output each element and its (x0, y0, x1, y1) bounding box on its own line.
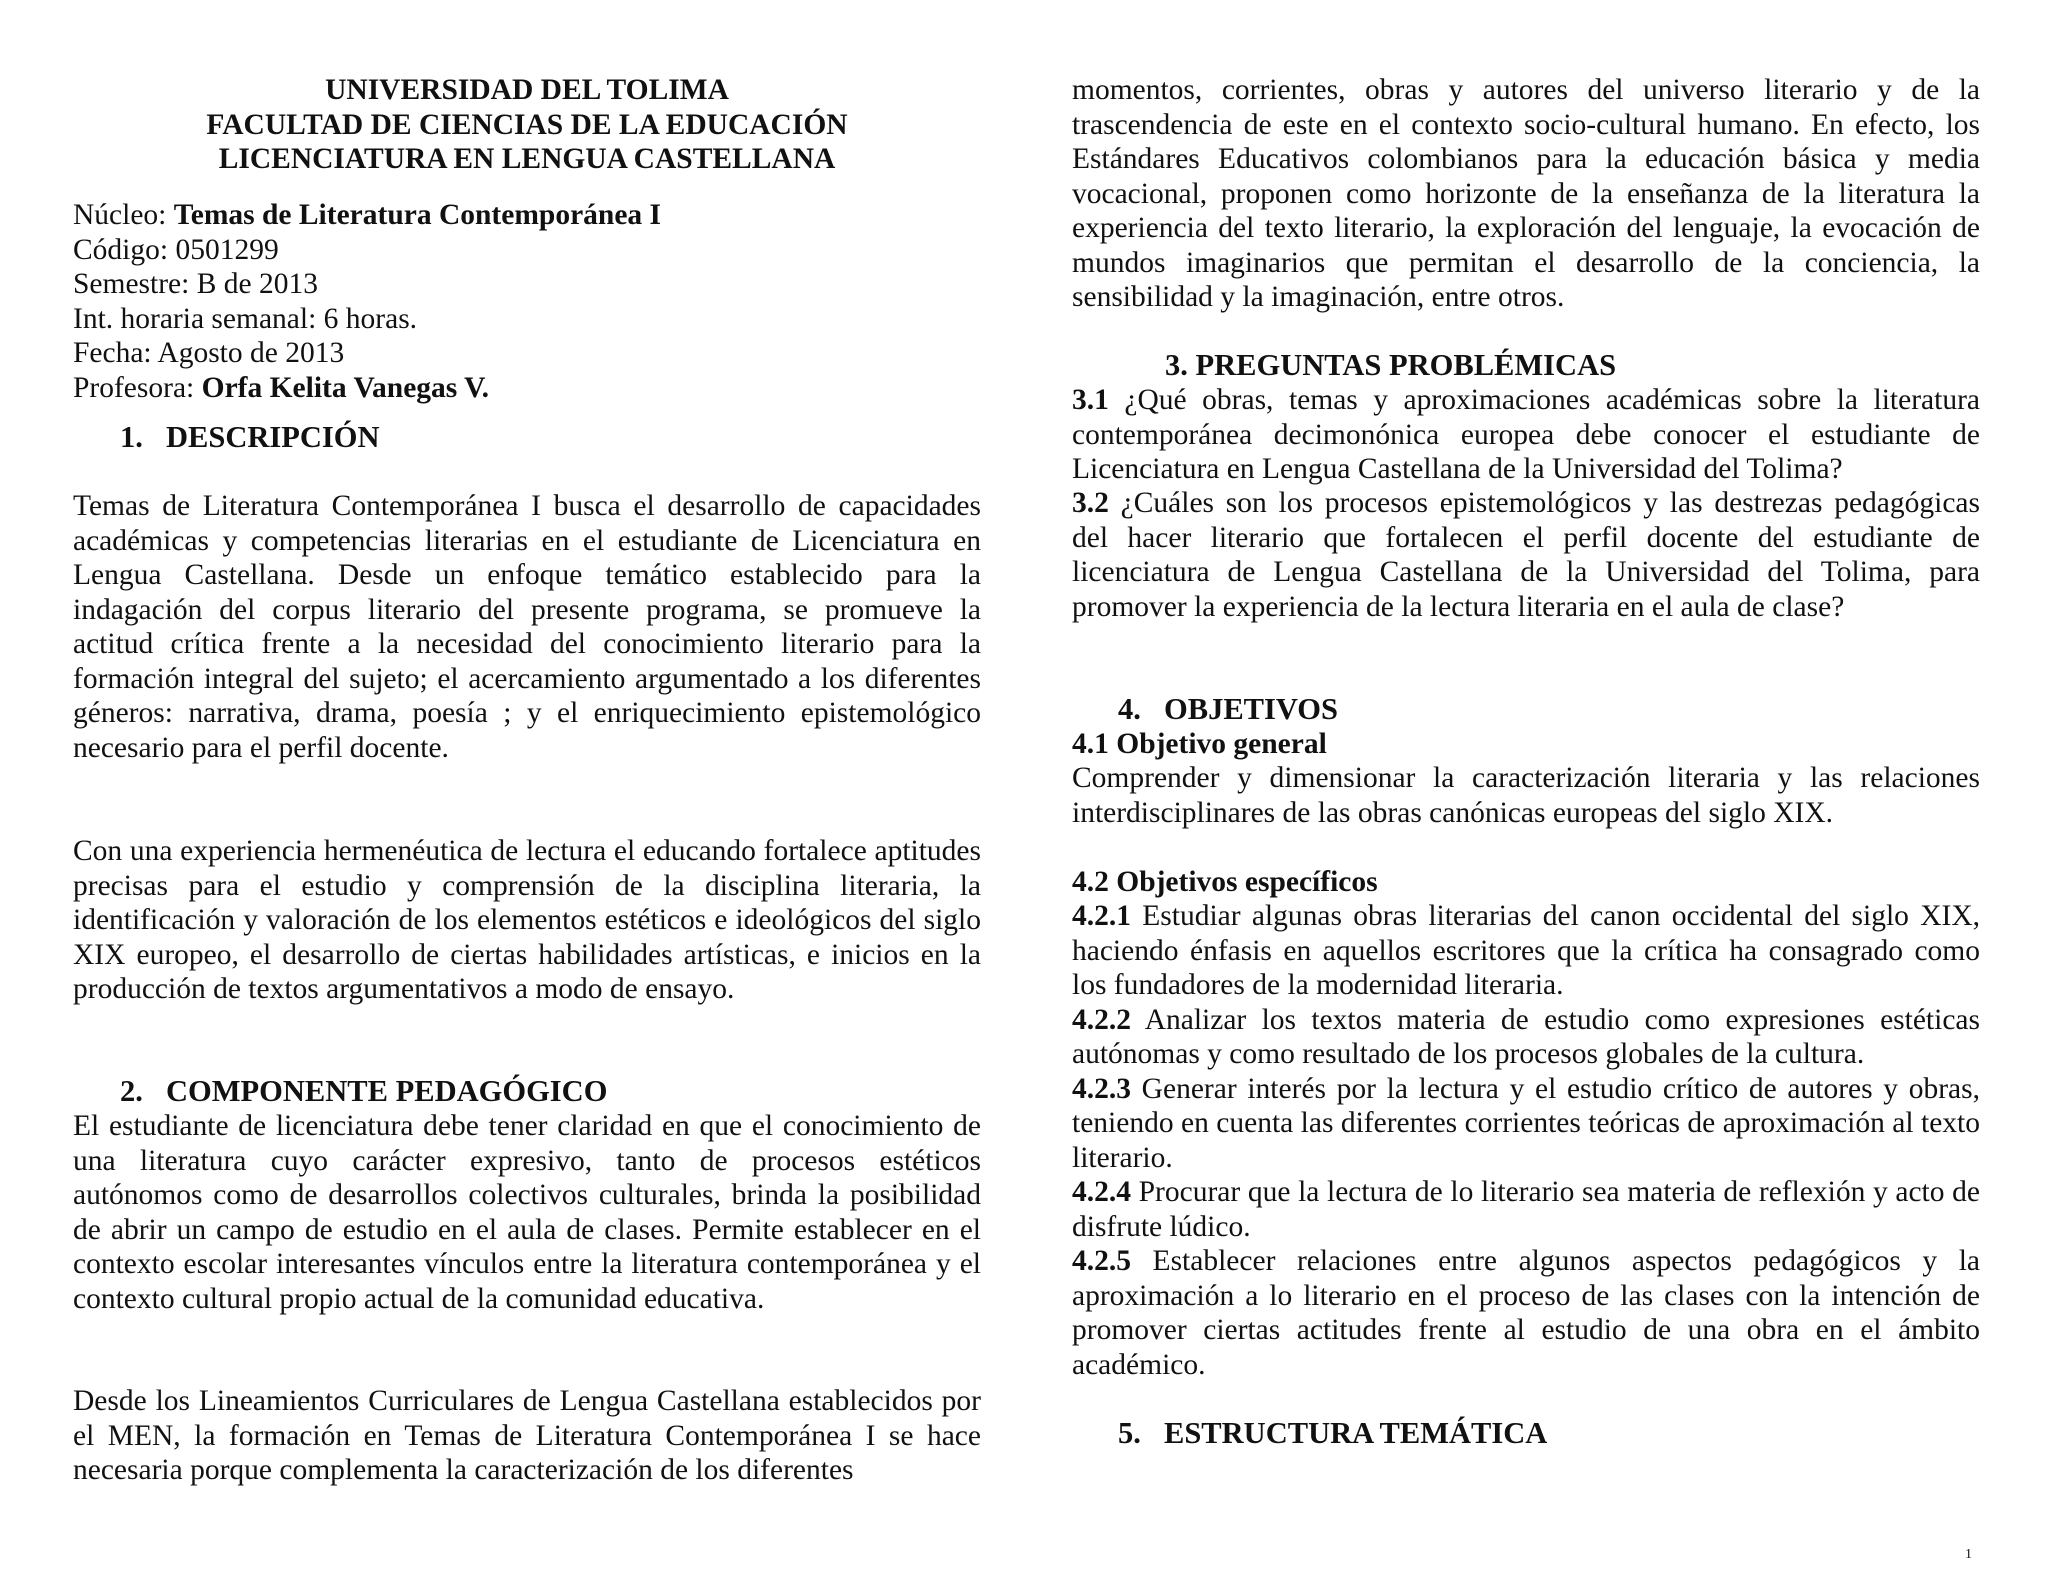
objective-4-2-4: 4.2.4 Procurar que la lectura de lo literario sea materia de reflexión y acto de disfrute lúdico. (1072, 1176, 1980, 1243)
meta-nucleo: Núcleo: Temas de Literatura Contemporánea I (73, 199, 662, 231)
section-5-heading: 5. ESTRUCTURA TEMÁTICA (1118, 1416, 1548, 1450)
section-2-heading: 2. COMPONENTE PEDAGÓGICO (120, 1074, 608, 1108)
specific-objectives-list (1072, 899, 1980, 1382)
general-objective-text: Comprender y dimensionar la caracterización literaria y las relaciones interdisciplinares de las obras canónicas europeas del siglo XIX. (1072, 762, 1980, 829)
pedagogic-paragraph-2: Desde los Lineamientos Curriculares de Lengua Castellana establecidos por el MEN, la formación en Temas de Literatura Contemporánea I se hace necesaria porque complementa la caracterización de los diferentes (73, 1385, 981, 1486)
university-name: UNIVERSIDAD DEL TOLIMA (325, 74, 729, 106)
course-meta (73, 198, 981, 405)
meta-semestre: Semestre: B de 2013 (73, 268, 318, 300)
faculty-name: FACULTAD DE CIENCIAS DE LA EDUCACIÓN (206, 108, 848, 141)
meta-codigo: Código: 0501299 (73, 233, 279, 266)
objective-4-2-3: 4.2.3 Generar interés por la lectura y el estudio crítico de autores y obras, teniendo en cuenta las diferentes corrientes teóricas de aproximación al texto literario. (1072, 1072, 1980, 1174)
question-3-2: 3.2 ¿Cuáles son los procesos epistemológicos y las destrezas pedagógicas del hacer literario que fortalecen el perfil docente del estudiante de licenciatura de Lengua Castellana de la Universidad del Tolima, para promover la experiencia de la lectura literaria en el aula de clase? (1072, 487, 1980, 623)
objective-4-2-5: 4.2.5 Establecer relaciones entre algunos aspectos pedagógicos y la aproximación a lo literario en el proceso de las clases con la intención de promover ciertas actitudes frente al estudio de una obra en el ámbito académico. (1072, 1245, 1980, 1381)
institution-header (73, 73, 981, 177)
continued-paragraph: momentos, corrientes, obras y autores del universo literario y de la trascendencia de este en el contexto socio-cultural humano. En efecto, los Estándares Educativos colombianos para la educación básica y media vocacional, proponen como horizonte de la enseñanza de la literatura la experiencia del texto literario, la exploración del lenguaje, la evocación de mundos imaginarios que permitan el desarrollo de la conciencia, la sensibilidad y la imaginación, entre otros. (1072, 74, 1980, 313)
section-3-heading: 3. PREGUNTAS PROBLÉMICAS (1165, 348, 1617, 382)
objective-4-2-2: 4.2.2 Analizar los textos materia de estudio como expresiones estéticas autónomas y como resultado de los procesos globales de la cultura. (1072, 1003, 1980, 1070)
meta-intensidad: Int. horaria semanal: 6 horas. (73, 302, 418, 335)
specific-objectives-title: 4.2 Objetivos específicos (1072, 866, 1378, 898)
section-1-heading: 1. DESCRIPCIÓN (120, 420, 380, 454)
question-3-1: 3.1 ¿Qué obras, temas y aproximaciones académicas sobre la literatura contemporánea decimonónica europea debe conocer el estudiante de Licenciatura en Lengua Castellana de la Universidad del Tolima? (1072, 384, 1980, 485)
meta-profesora: Profesora: Orfa Kelita Vanegas V. (73, 371, 490, 404)
program-name: LICENCIATURA EN LENGUA CASTELLANA (218, 143, 836, 175)
section-4-heading: 4. OBJETIVOS (1118, 692, 1338, 726)
meta-fecha: Fecha: Agosto de 2013 (73, 337, 345, 369)
description-paragraph-2: Con una experiencia hermenéutica de lectura el educando fortalece aptitudes precisas para el estudio y comprensión de la disciplina literaria, la identificación y valoración de los elementos estéticos e ideológicos del siglo XIX europeo, el desarrollo de ciertas habilidades artísticas, e inicios en la producción de textos argumentativos a modo de ensayo. (73, 835, 981, 1005)
description-paragraph-1: Temas de Literatura Contemporánea I busca el desarrollo de capacidades académicas y competencias literarias en el estudiante de Licenciatura en Lengua Castellana. Desde un enfoque temático establecido para la indagación del corpus literario del presente programa, se promueve la actitud crítica frente a la necesidad del conocimiento literario para la formación integral del sujeto; el acercamiento argumentado a los diferentes géneros: narrativa, drama, poesía ; y el enriquecimiento epistemológico necesario para el perfil docente. (73, 490, 981, 764)
general-objective-title: 4.1 Objetivo general (1072, 728, 1327, 760)
page-number: 1 (1965, 1547, 1972, 1562)
objective-4-2-1: 4.2.1 Estudiar algunas obras literarias del canon occidental del siglo XIX, haciendo énfasis en aquellos escritores que la crítica ha consagrado como los fundadores de la modernidad literaria. (1072, 900, 1980, 1001)
pedagogic-paragraph-1: El estudiante de licenciatura debe tener claridad en que el conocimiento de una literatura cuyo carácter expresivo, tanto de procesos estéticos autónomos como de desarrollos colectivos culturales, brinda la posibilidad de abrir un campo de estudio en el aula de clases. Permite establecer en el contexto escolar interesantes vínculos entre la literatura contemporánea y el contexto cultural propio actual de la comunidad educativa. (73, 1110, 981, 1315)
